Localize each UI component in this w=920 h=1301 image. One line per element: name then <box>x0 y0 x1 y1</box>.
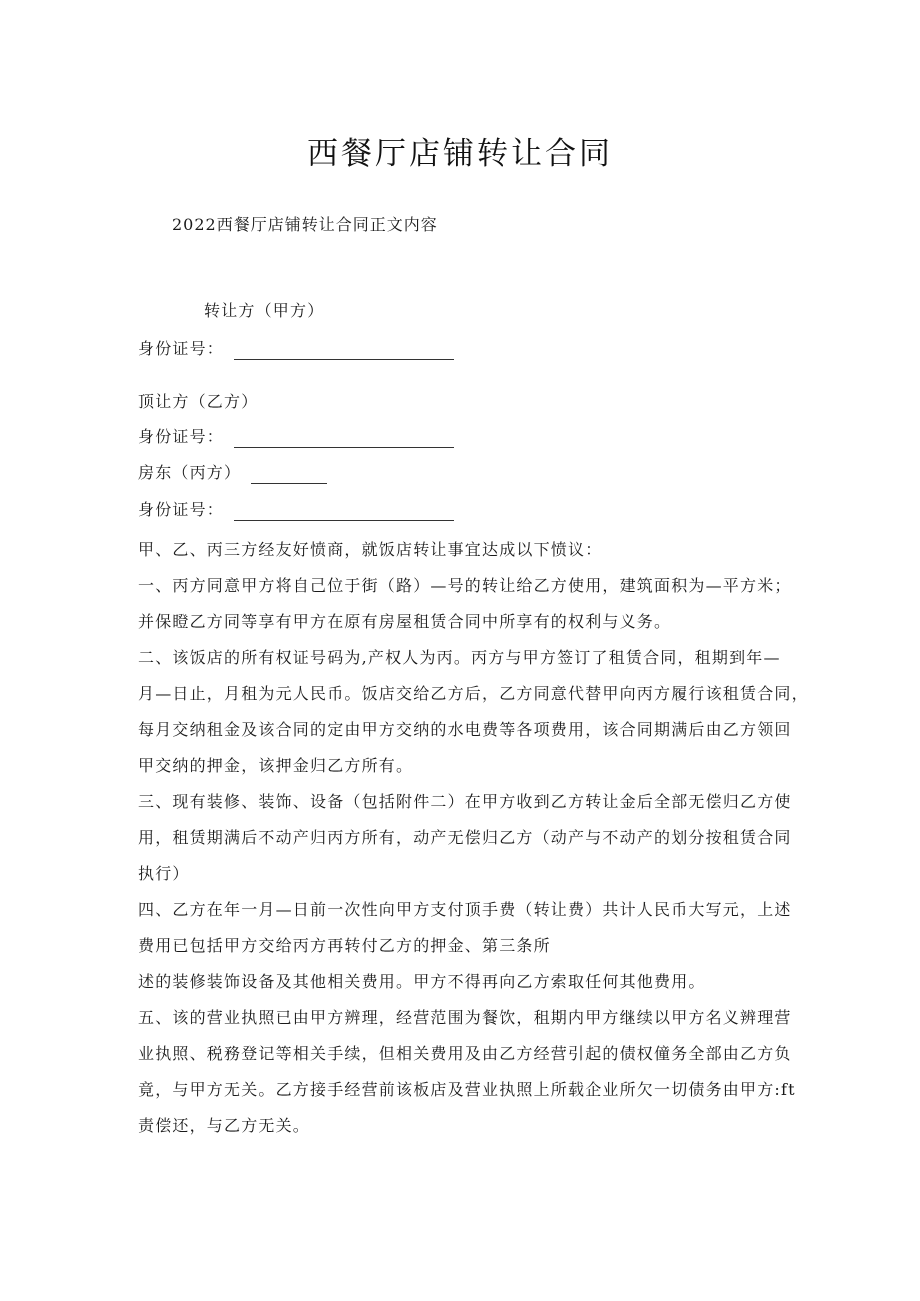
clause2-line: 二、该饭店的所有权证号码为,产权人为丙。丙方与甲方签订了租赁合同，租期到年— <box>138 648 781 667</box>
transferee-id-label: 身份证号： <box>138 427 225 446</box>
landlord-label: 房东（丙方） <box>138 463 242 482</box>
intro-line: 甲、乙、丙三方经友好愤商，就饭店转让事宜达成以下愤议： <box>138 540 603 559</box>
clause4-line: 四、乙方在年一月—日前一次性向甲方支付顶手费（转让费）共计人民币大写元，上述 <box>138 900 792 919</box>
clause2-line: 月—日止，月租为元人民币。饭店交给乙方后，乙方同意代替甲向丙方履行该租赁合同， <box>138 684 809 703</box>
clause3-line: 执行） <box>138 864 190 883</box>
clause4-line: 述的装修装饰设备及其他相关费用。甲方不得再向乙方索取任何其他费用。 <box>138 972 706 991</box>
document-subtitle: 2022西餐厅店铺转让合同正文内容 <box>172 215 438 234</box>
clause2-line: 甲交纳的押金，该押金归乙方所有。 <box>138 756 414 775</box>
clause5-line: 五、该的营业执照已由甲方辨理，经营范围为餐饮，租期内甲方继续以甲方名义辨理营 <box>138 1008 792 1027</box>
transferor-id-field[interactable] <box>234 343 454 360</box>
clause5-line: 竟，与甲方无关。乙方接手经营前该板店及营业执照上所载企业所欠一切债务由甲方:ft <box>138 1080 796 1099</box>
contract-body <box>138 532 809 1144</box>
transferee-id-field[interactable] <box>234 431 454 448</box>
clause4-line: 费用已包括甲方交给丙方再转付乙方的押金、第三条所 <box>138 936 551 955</box>
landlord-id-field[interactable] <box>234 504 454 521</box>
clause2-line: 每月交纳租金及该合同的定由甲方交纳的水电费等各项费用，该合同期满后由乙方领回 <box>138 720 792 739</box>
transferor-id-label: 身份证号： <box>138 339 225 358</box>
transferor-label: 转让方（甲方） <box>204 301 325 320</box>
clause3-line: 用，租赁期满后不动产归丙方所有，动产无偿归乙方（动产与不动产的划分按租赁合同 <box>138 828 792 847</box>
clause5-line: 业执照、税務登记等相关手续，但相关费用及由乙方经营引起的债权僮务全部由乙方负 <box>138 1044 792 1063</box>
transferee-label: 顶让方（乙方） <box>138 392 259 411</box>
document-title: 西餐厅店铺转让合同 <box>307 136 613 172</box>
landlord-row <box>138 462 327 484</box>
landlord-name-field[interactable] <box>251 467 327 484</box>
clause3-line: 三、现有装修、装饰、设备（包括附件二）在甲方收到乙方转让金后全部无偿归乙方使 <box>138 792 792 811</box>
clause1-line: 并保瞪乙方同等享有甲方在原有房屋租赁合同中所享有的权利与义务。 <box>138 612 672 631</box>
transferee-id-row <box>138 426 454 448</box>
clause1-line: 一、丙方同意甲方将自己位于街（路）—号的转让给乙方使用，建筑面积为—平方米； <box>138 576 792 595</box>
landlord-id-row <box>138 499 454 521</box>
landlord-id-label: 身份证号： <box>138 500 225 519</box>
transferor-id-row <box>138 338 454 360</box>
clause5-line: 责偿还，与乙方无关。 <box>138 1116 311 1135</box>
